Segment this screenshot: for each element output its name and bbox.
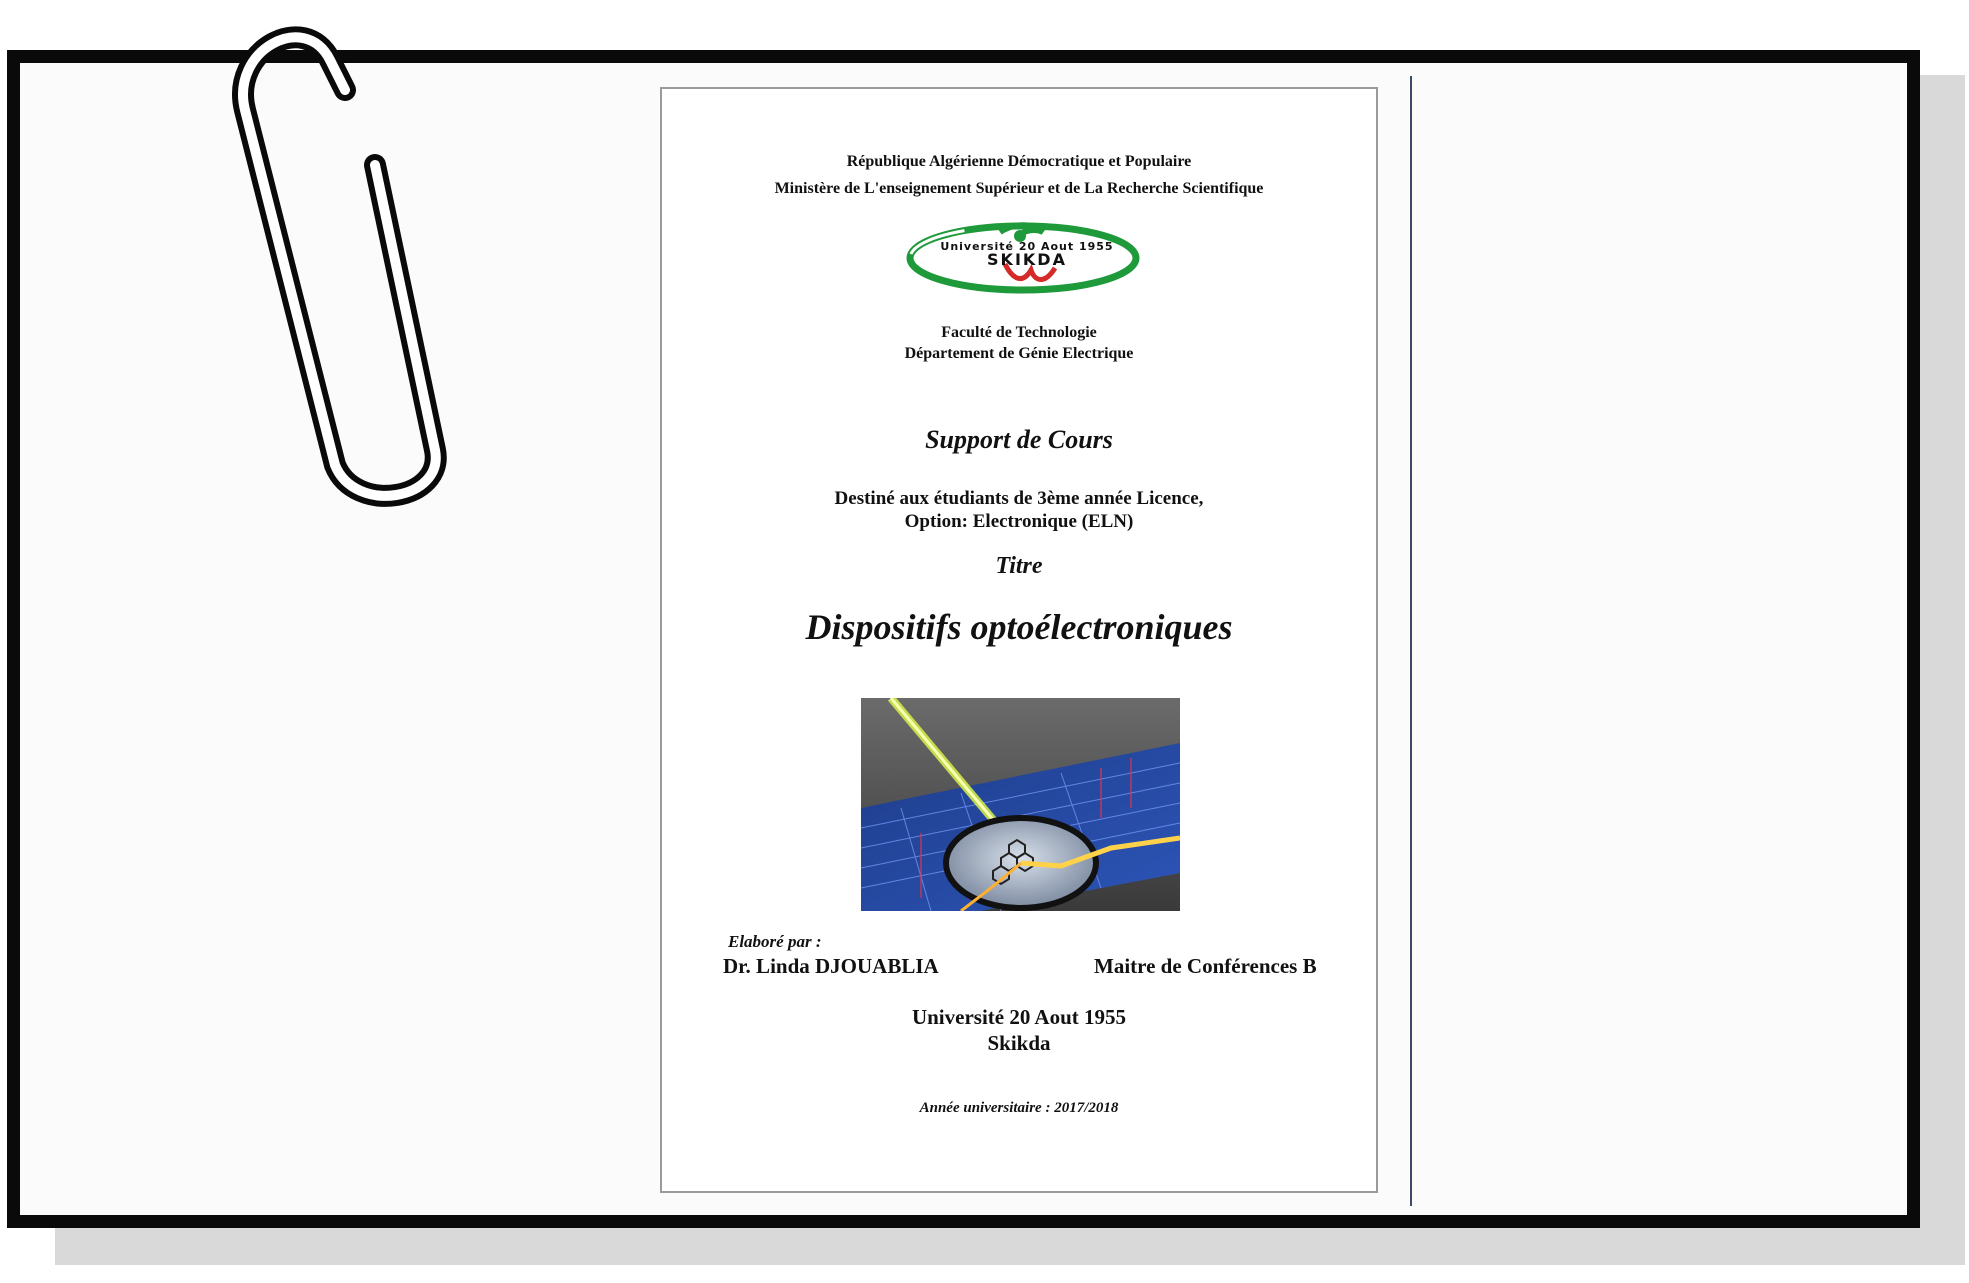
university-city: Skikda (987, 1031, 1051, 1055)
faculty-label: Faculté de Technologie (941, 324, 1097, 341)
document-title: Dispositifs optoélectroniques (805, 607, 1233, 647)
optoelectronic-illustration (861, 698, 1180, 911)
university-name: Université 20 Aout 1955 (911, 1005, 1127, 1029)
title-label: Titre (995, 553, 1043, 579)
republic-heading: République Algérienne Démocratique et Populaire (846, 153, 1192, 170)
ministry-heading: Ministère de L'enseignement Supérieur et de La Recherche Scientifique (774, 180, 1264, 197)
author-name: Dr. Linda DJOUABLIA (723, 954, 939, 978)
author-rank: Maitre de Conférences B (1094, 954, 1317, 978)
department-label: Département de Génie Electrique (904, 345, 1134, 362)
audience-line-2: Option: Electronique (ELN) (904, 511, 1134, 532)
support-de-cours: Support de Cours (925, 425, 1113, 454)
elaborated-by-label: Elaboré par : (728, 932, 822, 951)
logo-arc-text: Université 20 Aout 1955 (940, 240, 1114, 253)
audience-line-1: Destiné aux étudiants de 3ème année Licence, (834, 488, 1204, 509)
logo-name: SKIKDA (987, 250, 1067, 269)
academic-year: Année universitaire : 2017/2018 (919, 1100, 1119, 1116)
paperclip-icon (225, 0, 465, 520)
university-logo (905, 218, 1150, 303)
page-edge (1410, 76, 1412, 1206)
